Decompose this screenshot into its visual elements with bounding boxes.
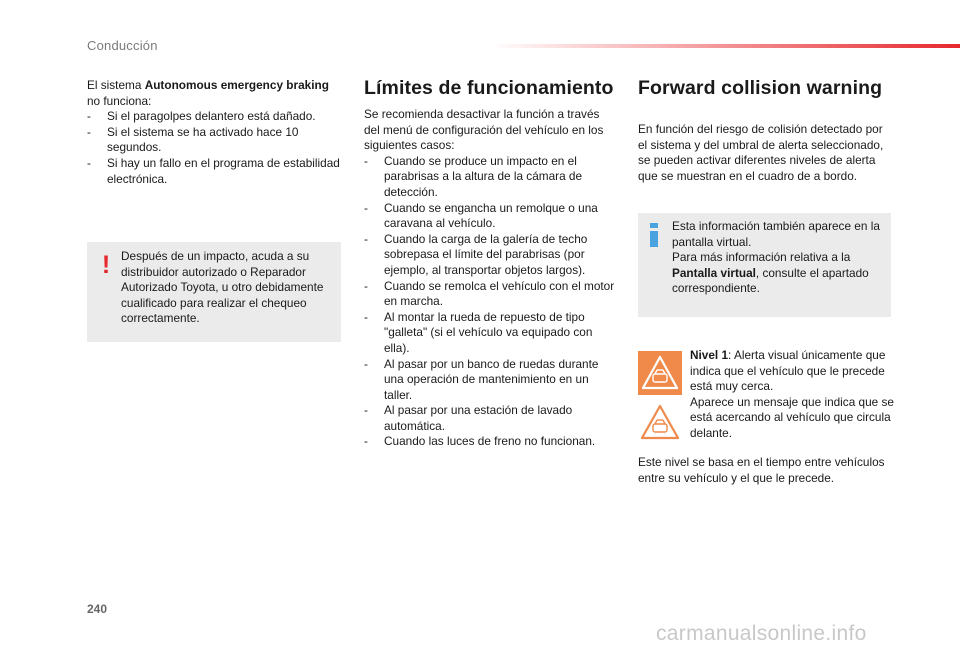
level-1-label: Nivel 1 (690, 348, 729, 362)
fcw-intro: En función del riesgo de colisión detectado por el sistema y del umbral de alerta seleccionado, se pueden activar diferentes niveles de alerta que se muestran en el cuadro de a bordo. (638, 122, 884, 183)
collision-warning-icon (638, 351, 682, 395)
heading-operating-limits: Límites de funcionamiento (364, 77, 614, 99)
list-item: - Cuando se remolca el vehículo con el motor en marcha. (364, 279, 616, 310)
info-line-2-suffix: , consulte el apartado correspondiente. (672, 265, 869, 296)
list-item: - Al montar la rueda de repuesto de tipo "galleta" (si el vehículo va equipado con ella). (364, 310, 616, 357)
list-item: - Si el paragolpes delantero está dañado. (87, 109, 341, 125)
warning-note-box (87, 242, 341, 342)
page-header-title: Conducción (87, 38, 158, 53)
malfunction-list (87, 109, 341, 187)
column-left (87, 78, 341, 187)
page-number: 240 (87, 602, 108, 616)
info-line-1: Esta información también aparece en la pantalla virtual. (672, 219, 880, 249)
heading-forward-collision-warning: Forward collision warning (638, 77, 883, 99)
level-1-line-2: Aparece un mensaje que indica que se está acercando al vehículo que circula delante. (690, 394, 894, 440)
list-item: - Cuando las luces de freno no funcionan. (364, 434, 616, 450)
intro-suffix: no funciona: (87, 93, 152, 108)
virtual-screen-label: Pantalla virtual (672, 265, 756, 280)
level-basis-note: Este nivel se basa en el tiempo entre vehículos entre su vehículo y el que le precede. (638, 455, 885, 485)
limits-list (364, 154, 616, 450)
info-note-box (638, 213, 891, 317)
list-item: - Cuando se produce un impacto en el parabrisas a la altura de la cámara de detección. (364, 154, 616, 201)
exclamation-icon: ! (101, 251, 111, 279)
info-note-text (672, 219, 886, 297)
list-item: - Cuando se engancha un remolque o una caravana al vehículo. (364, 201, 616, 232)
level-1-line (690, 348, 895, 395)
list-item: - Al pasar por un banco de ruedas durante una operación de mantenimiento en un taller. (364, 357, 616, 404)
warning-note-text: Después de un impacto, acuda a su distribuidor autorizado o Reparador Autorizado Toyota, u otro debidamente cualificado para realizar el chequeo correctamente. (121, 249, 324, 326)
limits-intro: Se recomienda desactivar la función a través del menú de configuración del vehículo en los siguientes casos: (364, 107, 604, 153)
info-line-2 (672, 250, 886, 297)
list-item: - Si el sistema se ha activado hace 10 segundos. (87, 125, 341, 156)
info-line-2-prefix: Para más información relativa a la (672, 250, 851, 265)
column-right (638, 122, 892, 184)
level-1-description (690, 348, 895, 442)
level-1-text: : Alerta visual únicamente que indica que el vehículo que le precede está muy cerca. (690, 348, 886, 394)
list-item: - Al pasar por una estación de lavado automática. (364, 403, 616, 434)
intro-paragraph (87, 78, 341, 109)
list-item: - Cuando la carga de la galería de techo sobrepasa el límite del parabrisas (por ejemplo, al transportar objetos largos). (364, 232, 616, 279)
header-accent-bar (490, 44, 960, 48)
info-icon (650, 223, 658, 247)
collision-warning-outline-icon (638, 402, 682, 442)
list-item: - Si hay un fallo en el programa de estabilidad electrónica. (87, 156, 341, 187)
watermark: carmanualsonline.info (656, 622, 867, 645)
column-middle (364, 107, 616, 450)
intro-prefix: El sistema (87, 78, 145, 92)
system-name: Autonomous emergency braking (144, 78, 329, 92)
